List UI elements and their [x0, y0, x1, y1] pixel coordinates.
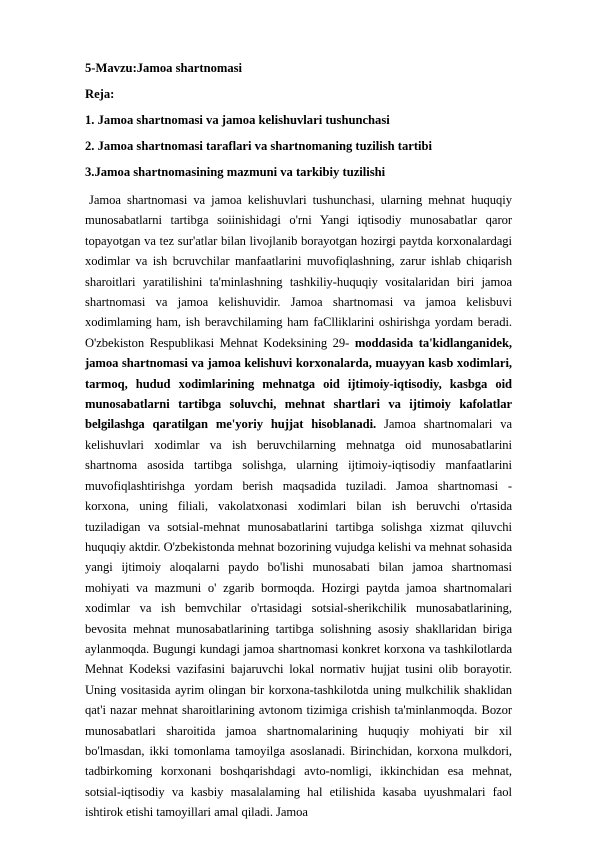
- main-paragraph: [85, 190, 512, 823]
- plan-item-1: 1. Jamoa shartnomasi va jamoa kelishuvlari tushunchasi: [85, 113, 390, 127]
- topic-title: 5-Mavzu:Jamoa shartnomasi: [85, 61, 243, 75]
- plan-item-2: 2. Jamoa shartnomasi taraflari va shartnomaning tuzilish tartibi: [85, 139, 433, 153]
- plan-item-3: 3.Jamoa shartnomasining mazmuni va tarkibiy tuzilishi: [85, 165, 386, 179]
- plan-label: Reja:: [85, 87, 115, 101]
- paragraph-part-3: Jamoa shartnomalari va kelishuvlari xodimlar va ish beruvchilarning mehnatga oid munosabatlarini shartnoma asosida tartibga solishga, ularning ijtimoiy-iqtisodiy manfaatlarini muvofiqlashtirishga yordam berish maqsadida tuziladi. Jamoa shartnomasi - korxona, uning filiali, vakolatxonasi xodimlari bilan ish beruvchi o'rtasida tuziladigan va sotsial-mehnat munosabatlarini tartibga solishga xizmat qiluvchi huquqiy aktdir. O'zbekistonda mehnat bozorining vujudga kelishi va mehnat sohasida yangi ijtimoiy aloqalarni paydo bo'lishi munosabati bilan jamoa shartnomasi mohiyati va mazmuni o' zgarib bormoqda. Hozirgi paytda jamoa shartnomalari xodimlar va ish bemvchilar o'rtasidagi sotsial-sherikchilik munosabatlarining, bevosita mehnat munosabatlarining tartibga solishning asosiy shakllaridan biriga aylanmoqda. Bugungi kundagi jamoa shartnomasi konkret korxona va tashkilotlarda Mehnat Kodeksi vazifasini bajaruvchi lokal normativ hujjat tusini olib borayotir. Uning vositasida ayrim olingan bir korxona-tashkilotda uning mulkchilik shaklidan qat'i nazar mehnat sharoitlarining avtonom tizimiga crishish ta'minlanmoqda. Bozor munosabatlari sharoitida jamoa shartnomalarining huquqiy mohiyati bir xil bo'lmasdan, ikki tomonlama tamoyilga asoslanadi. Birinchidan, korxona mulkdori, tadbirkoming korxonani boshqarishdagi avto-nomligi, ikkinchidan esa mehnat, sotsial-iqtisodiy va kasbiy masalalaming hal etilishida kasaba uyushmalari faol ishtirok etishi tamoyillari amal qiladi. Jamoa: [85, 417, 512, 820]
- paragraph-bold-definition: moddasida ta'kidlanganidek, jamoa shartnomasi va jamoa kelishuvi korxonalarda, muayyan kasb xodimlari, tarmoq, hudud xodimlarining mehnatga oid ijtimoiy-iqtisodiy, kasbga oid munosabatlarni tartibga soluvchi, mehnat shartlari va ijtimoiy kafolatlar belgilashga qaratilgan me'yoriy hujjat hisoblanadi.: [85, 335, 512, 432]
- paragraph-part-1: Jamoa shartnomasi va jamoa kelishuvlari tushunchasi, ularning mehnat huquqiy munosabatlarni tartibga soiinishidagi o'rni Yangi iqtisodiy munosabatlar qaror topayotgan va tez sur'atlar bilan livojlanib borayotgan hozirgi paytda korxonalardagi xodimlar va ish bcruvchilar manfaatlarini muvofiqlashning, zarur ishlab chiqarish sharoitlari yaratilishini ta'minlashning tashkiliy-huquqiy vositalaridan biri jamoa shartnomasi va jamoa kelishuvidir. Jamoa shartnomasi va jamoa kelisbuvi xodimlaming ham, ish beravchilaming ham faClliklarini oshirishga yordam beradi. O'zbekiston Respublikasi Mehnat Kodeksining 29-: [85, 193, 512, 350]
